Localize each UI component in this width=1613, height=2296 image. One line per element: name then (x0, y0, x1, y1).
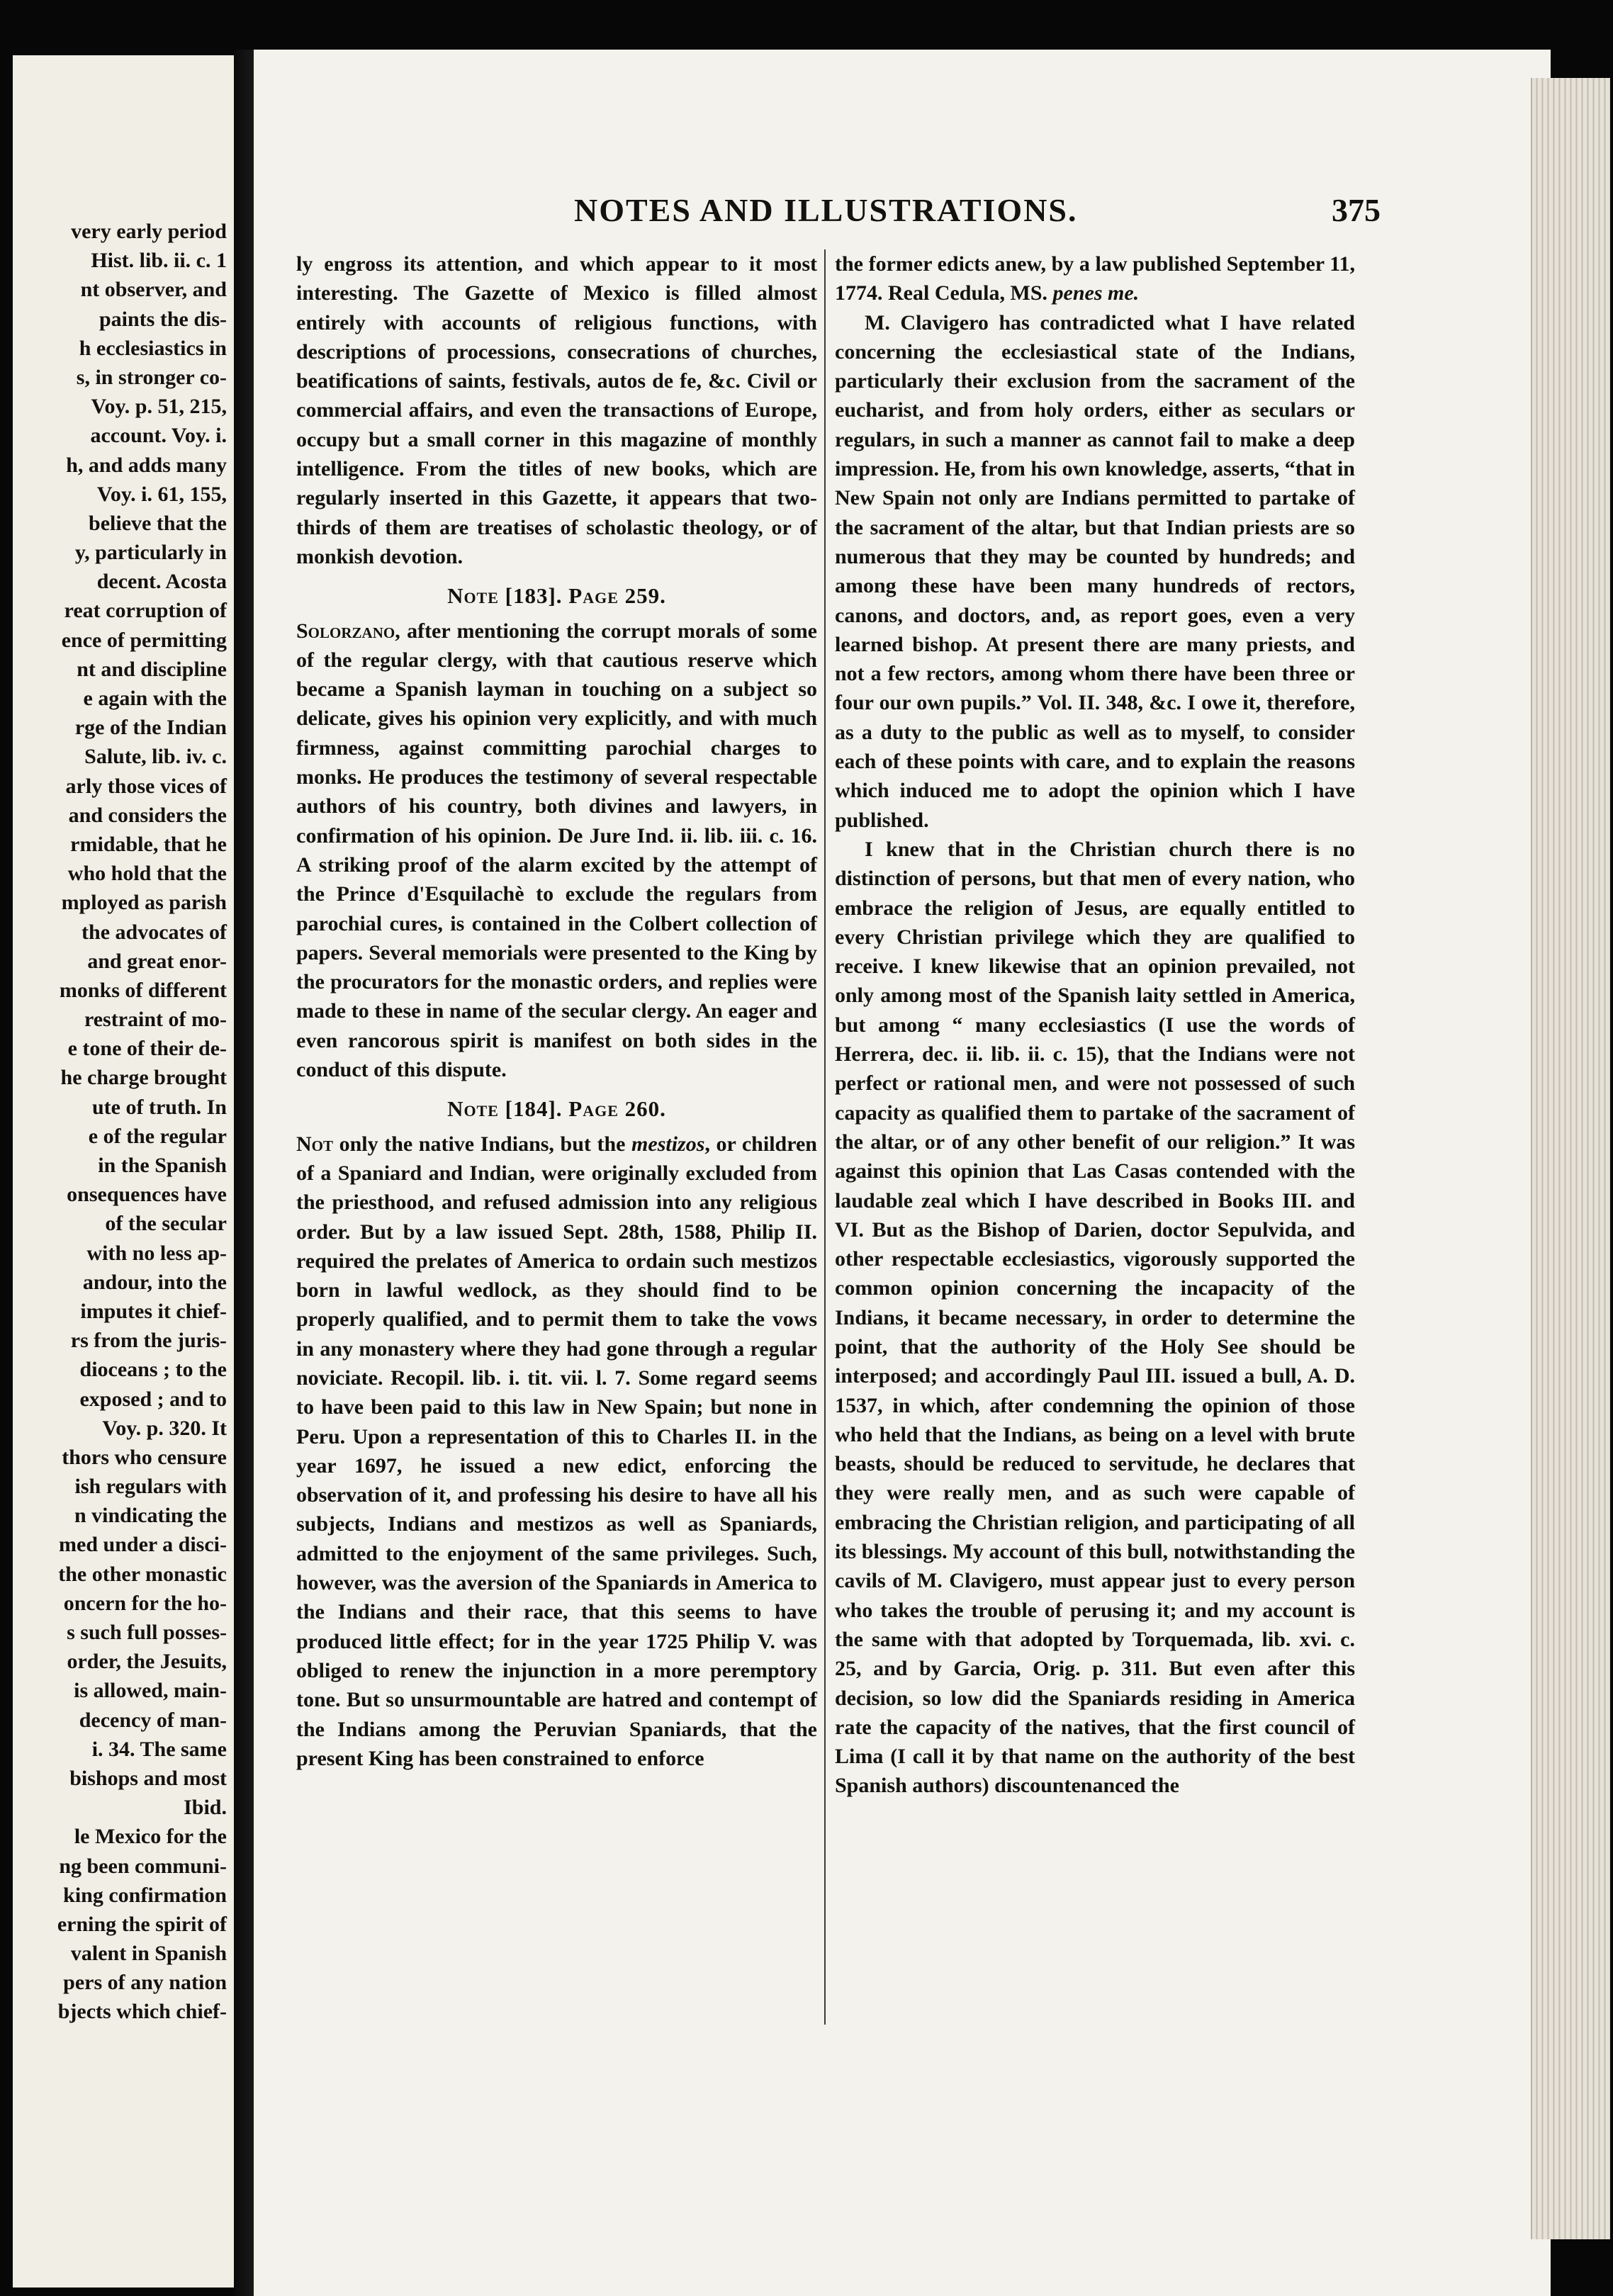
note-heading-183: Note [183]. Page 259. (447, 583, 666, 609)
previous-page-line: the advocates of (82, 920, 227, 944)
running-title: NOTES AND ILLUSTRATIONS. (574, 192, 1078, 228)
previous-page-line: e of the regular (88, 1124, 227, 1148)
note-184-part-a: only the native Indians, but the (333, 1132, 632, 1156)
note-183-lead: Solorzano (296, 619, 395, 643)
paragraph-continued (835, 249, 1355, 308)
page-header (254, 191, 1381, 234)
previous-page-line: e tone of their de- (67, 1037, 227, 1061)
previous-page-line: thors who censure (62, 1445, 227, 1469)
previous-page-line: of the secular (105, 1212, 227, 1236)
previous-page-line: exposed ; and to (79, 1387, 227, 1411)
previous-page-line: nt observer, and (80, 278, 227, 302)
previous-page-line: ng been communi- (59, 1854, 227, 1878)
previous-page-line: in the Spanish (98, 1154, 227, 1177)
previous-page-line: restraint of mo- (84, 1008, 227, 1032)
paragraph: M. Clavigero has contradicted what I have related concerning the ecclesiastical state of the Indians, particularly their exclusion from the sacrament of the eucharist, and from holy orders, either as seculars or regulars, in such a manner as cannot fail to make a deep impression. He, from his own knowledge, asserts, “that in New Spain not only are Indians permitted to partake of the sacrament of the altar, but that Indian priests are so numerous that they may be counted by hundreds; and among these have been many hundreds of rectors, canons, and doctors, and, as report goes, even a very learned bishop. At present there are many priests, and not a few rectors, among whom there have been three or four our own pupils.” Vol. II. 348, &c. I owe it, therefore, as a duty to the public as well as to myself, to consider each of these points with care, and to explain the reasons which induced me to adopt the opinion which I have published. (835, 310, 1355, 832)
paragraph-continued-text: the former edicts anew, by a law published September 11, 1774. Real Cedula, MS. (835, 252, 1355, 305)
previous-page-line: dioceans ; to the (79, 1358, 227, 1382)
book-gutter (234, 50, 255, 2296)
previous-page-line: Voy. p. 320. It (102, 1416, 227, 1440)
note-184-part-b: , or children of a Spaniard and Indian, were originally excluded from the priesthood, and refused admission into any religious order. But by a law issued Sept. 28th, 1588, Philip II. required the prelates of America to ordain such mestizos born in lawful wedlock, as they should find to be properly qualified, and to permit them to take the vows in any monastery where they had gone through a regular noviciate. Recopil. lib. i. tit. vii. l. 7. Some regard seems to have been paid to this law in New Spain; but none in Peru. Upon a representation of this to Charles II. in the year 1697, he issued a new edict, enforcing the observation of it, and professing his desire to have all his subjects, Indians and mestizos as well as Spaniards, admitted to the enjoyment of the same privileges. Such, however, was the aversion of the Spaniards in America to the Indians and their race, that this seems to have produced little effect; for in the year 1725 Philip V. was obliged to renew the injunction in a more peremptory tone. But so unsurmountable are hatred and contempt of the Indians among the Peruvian Spaniards, that the present King has been constrained to enforce (296, 1132, 817, 1770)
previous-page-line: rge of the Indian (74, 716, 227, 740)
previous-page-line: paints the dis- (99, 307, 227, 331)
previous-page-line: valent in Spanish (70, 1942, 227, 1966)
previous-page-line: who hold that the (67, 862, 227, 886)
note-183-body: , after mentioning the corrupt morals of some of the regular clergy, with that cautious reserve which became a Spanish layman in touching on a subject so delicate, gives his opinion very explicitly, and with much firmness, against committing parochial charges to monks. He produces the testimony of several respectable authors of his country, both divines and lawyers, in confirmation of his opinion. De Jure Ind. ii. lib. iii. c. 16. A striking proof of the alarm excited by the attempt of the Prince d'Esquilachè to exclude the regulars from parochial cures, is contained in the Colbert collection of papers. Several memorials were presented to the King by the procurators for the monastic orders, and replies were made to these in name of the secular clergy. An eager and even rancorous spirit is manifest on both sides in the conduct of this dispute. (296, 619, 817, 1082)
previous-page-line: nt and discipline (77, 657, 227, 681)
column-rule (824, 249, 826, 2025)
previous-page-line: arly those vices of (65, 774, 227, 798)
previous-page-line: h, and adds many (66, 453, 227, 477)
previous-page-line: le Mexico for the (74, 1825, 227, 1849)
paragraph: I knew that in the Christian church there is no distinction of persons, but that men of every nation, who embrace the religion of Jesus, are equally entitled to every Christian privilege which they are qualified to receive. I knew likewise that an opinion prevailed, not only among most of the Spanish laity settled in America, but among “ many ecclesiastics (I use the words of Herrera, dec. ii. lib. ii. c. 15), that the Indians were not perfect or rational men, and were not possessed of such capacity as qualified them to partake of the sacrament of the altar, or of any other benefit of our religion.” It was against this opinion that Las Casas contended with the laudable zeal which I have described in Books III. and VI. But as the Bishop of Darien, doctor Sepulvida, and other respectable ecclesiastics, vigorously supported the common opinion concerning the incapacity of the Indians, it became necessary, in order to determine the point, that the authority of the Holy See should be interposed; and accordingly Paul III. issued a bull, A. D. 1537, in which, after condemning the opinion of those who held that the Indians, as being on a level with brute beasts, should be reduced to servitude, he declares that they were really men, and as such were capable of embracing the Christian religion, and participating of all its blessings. My account of this bull, notwithstanding the cavils of M. Clavigero, must appear just to every person who takes the trouble of perusing it; and my account is the same with that adopted by Torquemada, lib. xvi. c. 25, and by Garcia, Orig. p. 311. But even after this decision, so low did the Spaniards residing in America rate the capacity of the natives, that the first council of Lima (I call it by that name on the authority of the best Spanish authors) discountenanced the (835, 837, 1355, 1798)
previous-page-line: i. 34. The same (91, 1737, 227, 1761)
previous-page-line: with no less ap- (86, 1241, 227, 1265)
previous-page-line: Voy. p. 51, 215, (91, 395, 227, 419)
previous-page-line: pers of any nation (63, 1971, 227, 1995)
note-183-text (296, 617, 817, 1085)
note-184-lead: Not (296, 1132, 334, 1156)
previous-page-line: Voy. i. 61, 155, (96, 482, 227, 506)
previous-page-line: believe that the (89, 511, 227, 535)
previous-page-line: Hist. lib. ii. c. 1 (91, 249, 227, 273)
previous-page-line: Ibid. (184, 1796, 227, 1820)
paragraph: ly engross its attention, and which appear to it most interesting. The Gazette of Mexico is filled almost entirely with accounts of religious functions, with descriptions of processions, consecrations of churches, beatifications of saints, festivals, autos de fe, &c. Civil or commercial affairs, and even the transactions of Europe, occupy but a small corner in this magazine of monthly intelligence. From the titles of new books, which are regularly inserted in this Gazette, it appears that two-thirds of them are treatises of scholastic theology, or of monkish devotion. (296, 252, 817, 568)
previous-page-line: h ecclesiastics in (79, 336, 227, 360)
previous-page-line: king confirmation (63, 1883, 227, 1907)
penes-me: penes me. (1052, 281, 1140, 305)
page-stack-edge (1531, 78, 1610, 2239)
previous-page-line: rs from the juris- (70, 1329, 227, 1353)
previous-page-line: decency of man- (79, 1708, 227, 1732)
previous-page-line: decent. Acosta (96, 570, 227, 594)
previous-page-line: med under a disci- (59, 1533, 227, 1557)
note-heading-184: Note [184]. Page 260. (447, 1096, 666, 1122)
previous-page-line: y, particularly in (74, 541, 227, 565)
previous-page-edge (13, 55, 235, 2287)
previous-page-line: and great enor- (87, 949, 227, 973)
previous-page-line: monks of different (59, 978, 227, 1002)
previous-page-line: n vindicating the (74, 1504, 227, 1528)
previous-page-line: oncern for the ho- (63, 1591, 227, 1615)
previous-page-line: and considers the (68, 803, 227, 827)
previous-page-text (13, 217, 227, 2027)
note-184-text (296, 1130, 817, 1774)
previous-page-line: account. Voy. i. (90, 424, 227, 448)
previous-page-line: ence of permitting (61, 628, 227, 652)
right-column (835, 249, 1355, 1801)
previous-page-line: ish regulars with (74, 1475, 227, 1499)
previous-page-line: imputes it chief- (80, 1299, 227, 1323)
previous-page-line: s such full posses- (67, 1621, 227, 1644)
previous-page-line: s, in stronger co- (76, 365, 227, 389)
left-column (296, 249, 817, 1773)
previous-page-line: very early period (71, 220, 227, 243)
previous-page-line: andour, into the (82, 1270, 227, 1294)
previous-page-line: reat corruption of (64, 599, 227, 623)
previous-page-line: the other monastic (58, 1562, 227, 1586)
previous-page-line: bjects which chief- (57, 2000, 227, 2024)
previous-page-line: bishops and most (69, 1766, 227, 1790)
previous-page-line: e again with the (83, 687, 227, 710)
previous-page-line: is allowed, main- (74, 1679, 227, 1703)
previous-page-line: Salute, lib. iv. c. (84, 745, 227, 769)
previous-page-line: order, the Jesuits, (67, 1650, 227, 1674)
previous-page-line: onsequences have (67, 1183, 227, 1207)
previous-page-line: mployed as parish (61, 891, 227, 915)
previous-page-line: he charge brought (60, 1066, 227, 1090)
previous-page-line: ute of truth. In (91, 1095, 227, 1119)
previous-page-line: rmidable, that he (70, 832, 227, 856)
previous-page-line: erning the spirit of (57, 1912, 227, 1936)
note-184-mestizos: mestizos (631, 1132, 705, 1156)
page-number: 375 (1332, 192, 1381, 228)
